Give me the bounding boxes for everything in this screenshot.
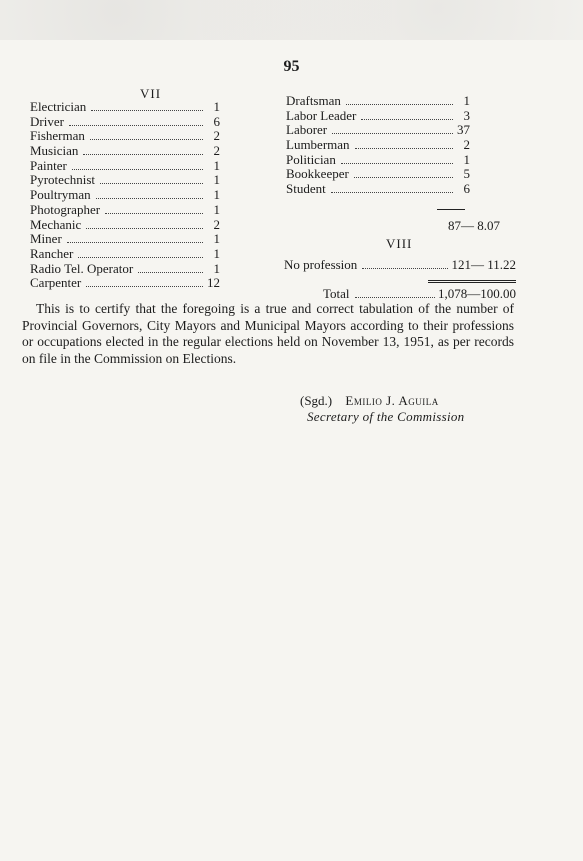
occupation-count: 2 <box>463 137 470 153</box>
list-item <box>30 262 220 277</box>
occupation-label: Musician <box>30 143 79 159</box>
leader-dots <box>355 148 453 149</box>
occupation-label: Politician <box>286 151 336 167</box>
occupation-label: Radio Tel. Operator <box>30 260 134 276</box>
occupation-label: Painter <box>30 157 67 173</box>
occupation-label: Fisherman <box>30 128 85 144</box>
leader-dots <box>100 183 203 184</box>
leader-dots <box>361 119 453 120</box>
signatory-name: Emilio J. Aguila <box>345 393 439 408</box>
occupation-label: Mechanic <box>30 216 82 232</box>
leader-dots <box>354 177 453 178</box>
leader-dots <box>138 272 203 273</box>
occupation-count: 3 <box>463 107 470 123</box>
list-item <box>30 218 220 233</box>
list-item <box>30 115 220 130</box>
leader-dots <box>346 104 453 105</box>
occupation-label: Draftsman <box>286 93 341 108</box>
leader-dots <box>86 286 203 287</box>
subtotal-value: 87— 8.07 <box>448 218 500 233</box>
list-item <box>30 247 220 262</box>
left-column-list <box>30 100 220 291</box>
occupation-label: Rancher <box>30 245 74 261</box>
signature-line <box>300 393 439 409</box>
occupation-label: Bookkeeper <box>286 166 349 182</box>
occupation-count: 1 <box>213 245 220 261</box>
occupation-count: 1 <box>463 93 470 108</box>
total-row <box>323 287 516 302</box>
list-item <box>30 129 220 144</box>
list-item <box>286 109 470 124</box>
occupation-label: Laborer <box>286 122 328 138</box>
occupation-label: Miner <box>30 231 62 247</box>
list-item <box>30 188 220 203</box>
section-vii-heading: VII <box>140 86 162 101</box>
leader-dots <box>96 198 203 199</box>
occupation-count: 1 <box>213 99 220 114</box>
no-profession-row <box>284 258 516 273</box>
no-profession-label: No profession <box>284 257 358 272</box>
leader-dots <box>78 257 203 258</box>
occupation-count: 1 <box>463 151 470 167</box>
list-item <box>286 153 470 168</box>
leader-dots <box>355 297 435 298</box>
subtotal-rule <box>437 209 465 210</box>
occupation-label: Carpenter <box>30 275 82 291</box>
list-item <box>286 167 470 182</box>
list-item <box>30 144 220 159</box>
list-item <box>30 203 220 218</box>
list-item <box>30 100 220 115</box>
occupation-count: 1 <box>213 231 220 247</box>
leader-dots <box>341 163 453 164</box>
leader-dots <box>105 213 203 214</box>
paper-texture <box>0 0 583 40</box>
list-item <box>30 173 220 188</box>
list-item <box>30 159 220 174</box>
list-item <box>286 182 470 197</box>
occupation-count: 12 <box>207 275 220 291</box>
list-item <box>286 94 470 109</box>
sgd-mark: (Sgd.) <box>300 393 333 408</box>
leader-dots <box>72 169 203 170</box>
section-viii-heading: VIII <box>386 236 413 251</box>
list-item <box>30 276 220 291</box>
occupation-count: 1 <box>213 157 220 173</box>
leader-dots <box>86 228 203 229</box>
occupation-count: 6 <box>213 113 220 129</box>
list-item <box>286 138 470 153</box>
certification-paragraph: This is to certify that the foregoing is a true and correct tabulation of the number of Provincial Governors, City Mayors and Municipal Mayors according to their professions or occupations elected in the regular elections held on November 13, 1951, as per records on file in the Commission on Elections. <box>22 301 514 366</box>
occupation-label: Student <box>286 181 326 197</box>
page-number: 95 <box>283 58 300 75</box>
occupation-label: Poultryman <box>30 187 91 203</box>
occupation-count: 37 <box>457 122 470 138</box>
leader-dots <box>331 192 453 193</box>
occupation-label: Lumberman <box>286 137 350 153</box>
occupation-count: 2 <box>213 128 220 144</box>
list-item <box>30 232 220 247</box>
occupation-count: 1 <box>213 201 220 217</box>
occupation-label: Photographer <box>30 201 101 217</box>
list-item <box>286 123 470 138</box>
leader-dots <box>91 110 203 111</box>
leader-dots <box>83 154 203 155</box>
leader-dots <box>69 125 203 126</box>
occupation-count: 5 <box>463 166 470 182</box>
occupation-label: Labor Leader <box>286 107 357 123</box>
occupation-count: 1 <box>213 260 220 276</box>
total-value: 1,078—100.00 <box>438 286 516 301</box>
occupation-count: 2 <box>213 143 220 159</box>
total-double-rule <box>428 280 516 283</box>
signatory-title: Secretary of the Commission <box>307 409 465 424</box>
right-column-list <box>286 94 470 197</box>
leader-dots <box>362 268 448 269</box>
occupation-label: Driver <box>30 113 64 129</box>
leader-dots <box>332 133 453 134</box>
total-label: Total <box>323 286 350 301</box>
occupation-count: 2 <box>213 216 220 232</box>
occupation-label: Electrician <box>30 99 87 114</box>
occupation-label: Pyrotechnist <box>30 172 95 188</box>
leader-dots <box>90 139 203 140</box>
occupation-count: 6 <box>463 181 470 197</box>
occupation-count: 1 <box>213 172 220 188</box>
leader-dots <box>67 242 203 243</box>
no-profession-value: 121— 11.22 <box>451 257 516 272</box>
occupation-count: 1 <box>213 187 220 203</box>
